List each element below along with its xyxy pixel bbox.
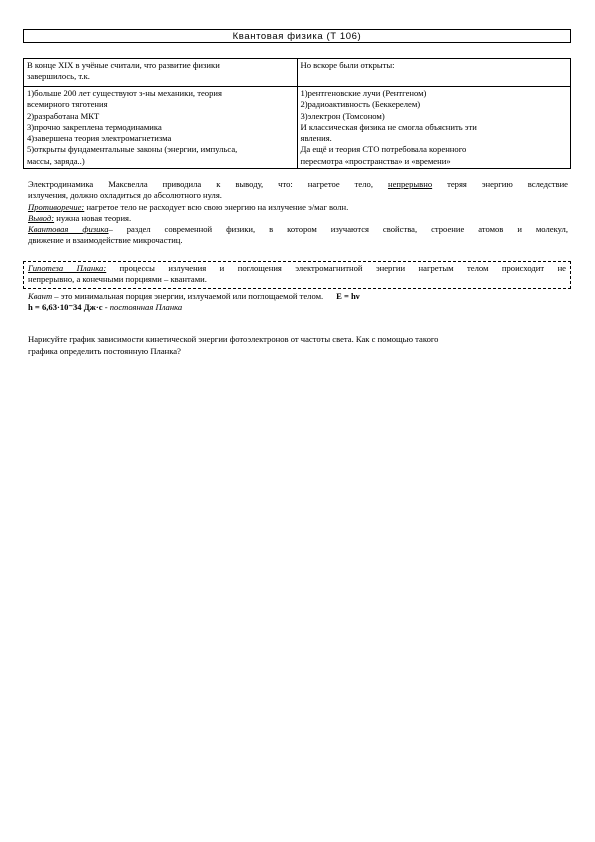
right-item: пересмотра «пространства» и «времени» [300, 155, 451, 166]
left-items-cell [24, 87, 298, 169]
left-header-cell [24, 59, 298, 87]
left-header-line: В конце XIX в учёные считали, что развитие физики [27, 60, 220, 70]
right-item: явления. [300, 133, 332, 144]
left-item: 5)открыты фундаментальные законы (энергии, импульса, [27, 144, 238, 155]
right-header-cell [297, 59, 571, 87]
planck-label: Гипотеза Планка: [28, 263, 107, 273]
quant-block [28, 291, 568, 314]
comparison-table [23, 58, 571, 169]
electro-line2: излучения, должно охладиться до абсолютного нуля. [28, 190, 222, 201]
quant-label: Квант [28, 291, 53, 301]
quant-formula: E = hν [336, 291, 360, 301]
conclusion-line: Вывод: нужна новая теория. [28, 212, 132, 223]
task-line: Нарисуйте график зависимости кинетической энергии фотоэлектронов от частоты света. Как с помощью такого [28, 334, 439, 344]
quantum-physics-label: Квантовая физика [28, 224, 109, 235]
page-title: Квантовая физика (Т 106) [23, 29, 571, 43]
electro-line1: Электродинамика Максвелла приводила к выводу, что: нагретое тело, непрерывно теряя энергию вследствие [28, 179, 568, 189]
task-block [28, 334, 568, 357]
planck-constant-value: h = 6,63·10⁻34 Дж·с [28, 302, 103, 313]
right-item: 3)электрон (Томсоном) [300, 110, 385, 121]
planck-constant-label: - постоянная Планка [102, 302, 183, 313]
planck-line1: Гипотеза Планка: процессы излучения и поглощения электромагнитной энергии нагретым телом происходит не [28, 263, 566, 273]
contradiction-line: Противоречие: нагретое тело не расходует всю свою энергию на излучение э/маг волн. [28, 201, 349, 212]
left-item: 3)прочно закреплена термодинамика [27, 121, 162, 132]
left-item: 1)больше 200 лет существуют з-ны механики, теория [27, 88, 222, 98]
planck-line2: непрерывно, а конечными порциями – квантами. [28, 274, 207, 285]
right-item: 2)радиоактивность (Беккерелем) [300, 99, 421, 110]
left-item: 4)завершена теория электромагнетизма [27, 133, 172, 144]
right-item: И классическая физика не смогла объяснить эти [300, 121, 477, 132]
contradiction-label: Противоречие: [28, 201, 85, 212]
right-item: 1)рентгеновские лучи (Рентгеном) [300, 88, 427, 98]
right-item: Да ещё и теория СТО потребовала коренного [300, 144, 467, 155]
table-header-row [24, 59, 571, 87]
left-item: всемирного тяготения [27, 99, 108, 110]
underlined-word: непрерывно [387, 179, 433, 189]
right-header-line: Но вскоре были открыты: [300, 60, 395, 70]
quant-line: Квант – это минимальная порция энергии, излучаемой или поглощаемой телом. E = hν [28, 291, 360, 301]
planck-constant-line [28, 302, 568, 313]
right-items-cell [297, 87, 571, 169]
quantum-def-line1: Квантовая физика– раздел современной физики, в котором изучаются свойства, строение атомов и молекул, [28, 224, 568, 235]
left-item: 2)разработана МКТ [27, 110, 100, 121]
left-item: массы, заряда..) [27, 155, 85, 166]
left-header-line: завершилось, т.к. [27, 71, 90, 82]
quantum-def-line2: движение и взаимодействие микрочастиц. [28, 235, 183, 246]
task-line: графика определить постоянную Планка? [28, 345, 181, 356]
planck-hypothesis-box [23, 261, 571, 289]
conclusion-label: Вывод: [28, 212, 55, 223]
table-body-row [24, 87, 571, 169]
explanation-block [28, 179, 568, 247]
